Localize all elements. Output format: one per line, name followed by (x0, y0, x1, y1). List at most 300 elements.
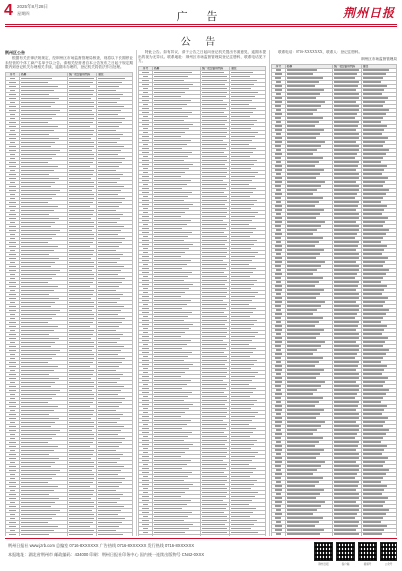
table-row (6, 164, 133, 168)
table-row (272, 88, 397, 92)
table-row (6, 364, 133, 368)
table-row (6, 268, 133, 272)
table-row (139, 130, 266, 134)
table-cell (68, 104, 97, 108)
table-row (6, 104, 133, 108)
table-cell (201, 466, 230, 470)
table-row (139, 494, 266, 498)
table-cell (68, 448, 97, 452)
table-cell (333, 96, 362, 100)
table-cell (201, 194, 230, 198)
table-row (6, 404, 133, 408)
table-cell (201, 422, 230, 426)
table-row (272, 316, 397, 320)
table-row (272, 132, 397, 136)
table-row (139, 438, 266, 442)
qr-code-icon (358, 542, 377, 561)
table-row (272, 256, 397, 260)
table-cell (68, 528, 97, 532)
table-row (6, 432, 133, 436)
table-row (6, 428, 133, 432)
table-row (139, 338, 266, 342)
table-cell (333, 336, 362, 340)
table-cell (333, 424, 362, 428)
table-row (6, 220, 133, 224)
table-row (272, 444, 397, 448)
notice-contact: 联系电话：0716-XXXXXXX，联系人：登记注册科。 (278, 50, 363, 54)
table-cell (333, 452, 362, 456)
table-row (139, 134, 266, 138)
table-cell (333, 416, 362, 420)
table-cell (201, 306, 230, 310)
table-row (272, 196, 397, 200)
table-row (272, 248, 397, 252)
table-row (272, 288, 397, 292)
table-cell (333, 176, 362, 180)
table-row (6, 256, 133, 260)
table-row (139, 310, 266, 314)
table-row (6, 176, 133, 180)
table-row (139, 250, 266, 254)
table-cell (68, 516, 97, 520)
roster-table (271, 64, 397, 536)
table-row (6, 348, 133, 352)
table-row (272, 360, 397, 364)
table-cell (68, 264, 97, 268)
table-row (6, 408, 133, 412)
table-cell (333, 136, 362, 140)
table-row (6, 300, 133, 304)
table-cell (68, 316, 97, 320)
table-row (6, 452, 133, 456)
table-row (6, 276, 133, 280)
table-cell (333, 268, 362, 272)
table-cell (68, 140, 97, 144)
table-cell (333, 228, 362, 232)
table-cell (201, 78, 230, 82)
table-cell (68, 452, 97, 456)
column-divider (269, 50, 270, 536)
table-row (272, 140, 397, 144)
table-cell (333, 384, 362, 388)
table-row (272, 224, 397, 228)
table-cell (68, 88, 97, 92)
table-cell (201, 370, 230, 374)
table-row (139, 450, 266, 454)
table-row (272, 324, 397, 328)
table-row (6, 436, 133, 440)
table-row (6, 344, 133, 348)
table-row (6, 84, 133, 88)
table-row (139, 346, 266, 350)
table-cell (333, 164, 362, 168)
table-row (272, 336, 397, 340)
table-row (6, 216, 133, 220)
table-row (272, 148, 397, 152)
table-cell (333, 264, 362, 268)
table-row (272, 516, 397, 520)
table-cell (68, 100, 97, 104)
table-cell (201, 438, 230, 442)
table-cell (333, 172, 362, 176)
table-row (139, 246, 266, 250)
table-row (139, 202, 266, 206)
table-row (272, 176, 397, 180)
table-row (272, 496, 397, 500)
table-row (6, 228, 133, 232)
footer-contact-line: 荆州日报社 www.jzrb.com 总编室 0716-8XXXXXX 广告热线 0716-8XXXXXX 发行热线 0716-8XXXXXX (8, 543, 195, 548)
table-row (272, 344, 397, 348)
table-cell (333, 124, 362, 128)
table-row (272, 400, 397, 404)
table-row (139, 162, 266, 166)
table-cell (333, 284, 362, 288)
table-cell (201, 210, 230, 214)
table-cell (333, 428, 362, 432)
table-row (139, 358, 266, 362)
newspaper-masthead: 荆州日报 (342, 6, 395, 20)
table-cell (68, 460, 97, 464)
table-row (139, 234, 266, 238)
table-row (139, 398, 266, 402)
qr-code-icon (314, 542, 333, 561)
table-header-cell: 序号 (6, 72, 20, 76)
table-cell (68, 488, 97, 492)
table-row (6, 312, 133, 316)
table-row (272, 372, 397, 376)
table-row (272, 228, 397, 232)
table-cell (68, 380, 97, 384)
table-row (6, 468, 133, 472)
table-row (272, 384, 397, 388)
table-row (139, 454, 266, 458)
table-cell (68, 356, 97, 360)
announcement-title: 公 告 (180, 37, 222, 48)
table-cell (68, 472, 97, 476)
table-cell (230, 534, 266, 536)
table-row (6, 484, 133, 488)
table-row (272, 356, 397, 360)
table-row (272, 476, 397, 480)
table-row (6, 480, 133, 484)
table-row (272, 420, 397, 424)
table-row (272, 468, 397, 472)
table-row (139, 158, 266, 162)
table-cell (68, 500, 97, 504)
table-cell (201, 74, 230, 78)
table-row (272, 320, 397, 324)
table-cell (201, 226, 230, 230)
table-row (272, 240, 397, 244)
table-row (6, 352, 133, 356)
table-row (6, 288, 133, 292)
table-row (6, 488, 133, 492)
table-row (272, 244, 397, 248)
table-cell (68, 392, 97, 396)
table-cell (333, 200, 362, 204)
table-cell (139, 534, 153, 536)
table-cell (333, 292, 362, 296)
table-row (139, 110, 266, 114)
table-row (6, 384, 133, 388)
table-cell (201, 410, 230, 414)
table-cell (68, 344, 97, 348)
table-row (6, 368, 133, 372)
table-row (272, 408, 397, 412)
table-row (139, 178, 266, 182)
table-row (6, 528, 133, 532)
table-row (272, 312, 397, 316)
table-cell (201, 114, 230, 118)
table-row (272, 188, 397, 192)
table-row (6, 96, 133, 100)
table-row (139, 174, 266, 178)
table-cell (68, 168, 97, 172)
table-cell (68, 368, 97, 372)
table-row (139, 374, 266, 378)
table-row (139, 482, 266, 486)
table-cell (333, 348, 362, 352)
table-row (139, 122, 266, 126)
table-row (6, 232, 133, 236)
table-header-cell: 序号 (272, 64, 286, 68)
table-cell (333, 160, 362, 164)
table-row (6, 128, 133, 132)
table-row (6, 504, 133, 508)
table-cell (68, 224, 97, 228)
table-row (139, 386, 266, 390)
table-cell (333, 400, 362, 404)
table-cell (201, 450, 230, 454)
table-cell (68, 288, 97, 292)
table-row (139, 274, 266, 278)
table-row (139, 366, 266, 370)
table-cell (333, 388, 362, 392)
table-row (272, 204, 397, 208)
table-cell (68, 476, 97, 480)
table-row (6, 520, 133, 524)
notice-body: 根据有关法律法规规定，经荆州区市场监督管理局核查，现将以下长期停业未经营的个体工商户名单予以公告。请相关经营者自本公告发布之日起于规定期限内到登记机关办理相关手续，逾期未办理的，登记机关将依法作出处理。 (5, 56, 133, 70)
table-row (6, 92, 133, 96)
table-row (139, 390, 266, 394)
table-cell (68, 116, 97, 120)
table-row (6, 516, 133, 520)
table-cell (201, 286, 230, 290)
table-cell (201, 166, 230, 170)
table-row (139, 278, 266, 282)
table-row (139, 142, 266, 146)
table-row (139, 330, 266, 334)
table-cell (333, 296, 362, 300)
table-cell (201, 354, 230, 358)
table-cell (68, 420, 97, 424)
table-cell (333, 492, 362, 496)
table-row (272, 508, 397, 512)
table-row (272, 152, 397, 156)
table-row (272, 404, 397, 408)
table-row (6, 132, 133, 136)
table-cell (201, 530, 230, 534)
column-divider (136, 50, 137, 536)
table-cell (333, 444, 362, 448)
table-cell (201, 502, 230, 506)
table-row (272, 340, 397, 344)
table-row (272, 392, 397, 396)
table-row (272, 272, 397, 276)
table-row (6, 168, 133, 172)
table-row (139, 362, 266, 366)
table-cell (333, 324, 362, 328)
section-title: 广 告 (176, 11, 226, 23)
table-row (272, 500, 397, 504)
table-row (272, 72, 397, 76)
table-row (139, 222, 266, 226)
table-cell (201, 434, 230, 438)
table-row (6, 124, 133, 128)
table-cell (333, 376, 362, 380)
table-cell (201, 290, 230, 294)
table-cell (201, 146, 230, 150)
table-row (272, 364, 397, 368)
table-cell (333, 532, 362, 536)
header-rule (5, 24, 397, 25)
table-cell (201, 330, 230, 334)
table-row (139, 414, 266, 418)
table-row (139, 462, 266, 466)
table-row (139, 322, 266, 326)
table-row (139, 478, 266, 482)
table-row (272, 252, 397, 256)
table-row (6, 100, 133, 104)
table-row (6, 240, 133, 244)
table-header-cell: 名称 (285, 64, 333, 68)
table-row (272, 428, 397, 432)
table-row (6, 500, 133, 504)
table-row (139, 138, 266, 142)
header-rule-thin (5, 26, 397, 27)
table-cell (333, 188, 362, 192)
table-cell (201, 406, 230, 410)
table-cell (333, 224, 362, 228)
table-cell (68, 464, 97, 468)
table-row (139, 354, 266, 358)
table-cell (201, 86, 230, 90)
table-row (272, 212, 397, 216)
roster-table (138, 66, 266, 536)
table-cell (333, 404, 362, 408)
table-cell (68, 276, 97, 280)
table-row (139, 350, 266, 354)
table-row (6, 88, 133, 92)
table-row (139, 242, 266, 246)
table-row (272, 144, 397, 148)
table-cell (68, 156, 97, 160)
table-cell (201, 326, 230, 330)
table-row (139, 506, 266, 510)
table-row (139, 254, 266, 258)
table-cell (333, 456, 362, 460)
table-row (272, 112, 397, 116)
table-row (139, 306, 266, 310)
table-cell (68, 532, 97, 536)
table-cell (201, 154, 230, 158)
table-row (139, 282, 266, 286)
table-row (6, 356, 133, 360)
table-cell (68, 248, 97, 252)
table-row (272, 416, 397, 420)
table-row (6, 120, 133, 124)
table-row (139, 422, 266, 426)
table-row (139, 442, 266, 446)
table-row (139, 270, 266, 274)
table-cell (68, 232, 97, 236)
page-header (0, 0, 402, 32)
table-row (272, 484, 397, 488)
table-row (139, 342, 266, 346)
table-row (272, 264, 397, 268)
table-cell (68, 304, 97, 308)
table-row (6, 388, 133, 392)
table-row (6, 148, 133, 152)
table-row (6, 492, 133, 496)
table-row (139, 266, 266, 270)
table-cell (68, 132, 97, 136)
table-row (6, 316, 133, 320)
table-cell (201, 506, 230, 510)
table-row (272, 236, 397, 240)
table-row (139, 418, 266, 422)
table-row (139, 498, 266, 502)
table-cell (333, 524, 362, 528)
table-cell (68, 436, 97, 440)
table-cell (333, 212, 362, 216)
table-row (272, 296, 397, 300)
table-row (6, 332, 133, 336)
table-cell (333, 240, 362, 244)
table-cell (201, 478, 230, 482)
table-row (6, 416, 133, 420)
table-row (6, 244, 133, 248)
table-row (139, 78, 266, 82)
table-cell (333, 92, 362, 96)
table-cell (68, 196, 97, 200)
table-row (6, 204, 133, 208)
table-row (272, 220, 397, 224)
table-row (139, 286, 266, 290)
table-row (139, 426, 266, 430)
table-row (272, 332, 397, 336)
table-row (139, 154, 266, 158)
table-row (139, 370, 266, 374)
table-row (6, 472, 133, 476)
table-cell (68, 412, 97, 416)
table-row (6, 424, 133, 428)
table-cell (68, 424, 97, 428)
table-row (139, 90, 266, 94)
table-row (6, 420, 133, 424)
table-row (272, 504, 397, 508)
table-row (139, 70, 266, 74)
table-cell (201, 158, 230, 162)
table-row (272, 200, 397, 204)
table-row (272, 488, 397, 492)
table-cell (333, 464, 362, 468)
qr-code-icon (336, 542, 355, 561)
table-row (139, 126, 266, 130)
table-row (272, 524, 397, 528)
table-row (139, 114, 266, 118)
table-row (6, 396, 133, 400)
